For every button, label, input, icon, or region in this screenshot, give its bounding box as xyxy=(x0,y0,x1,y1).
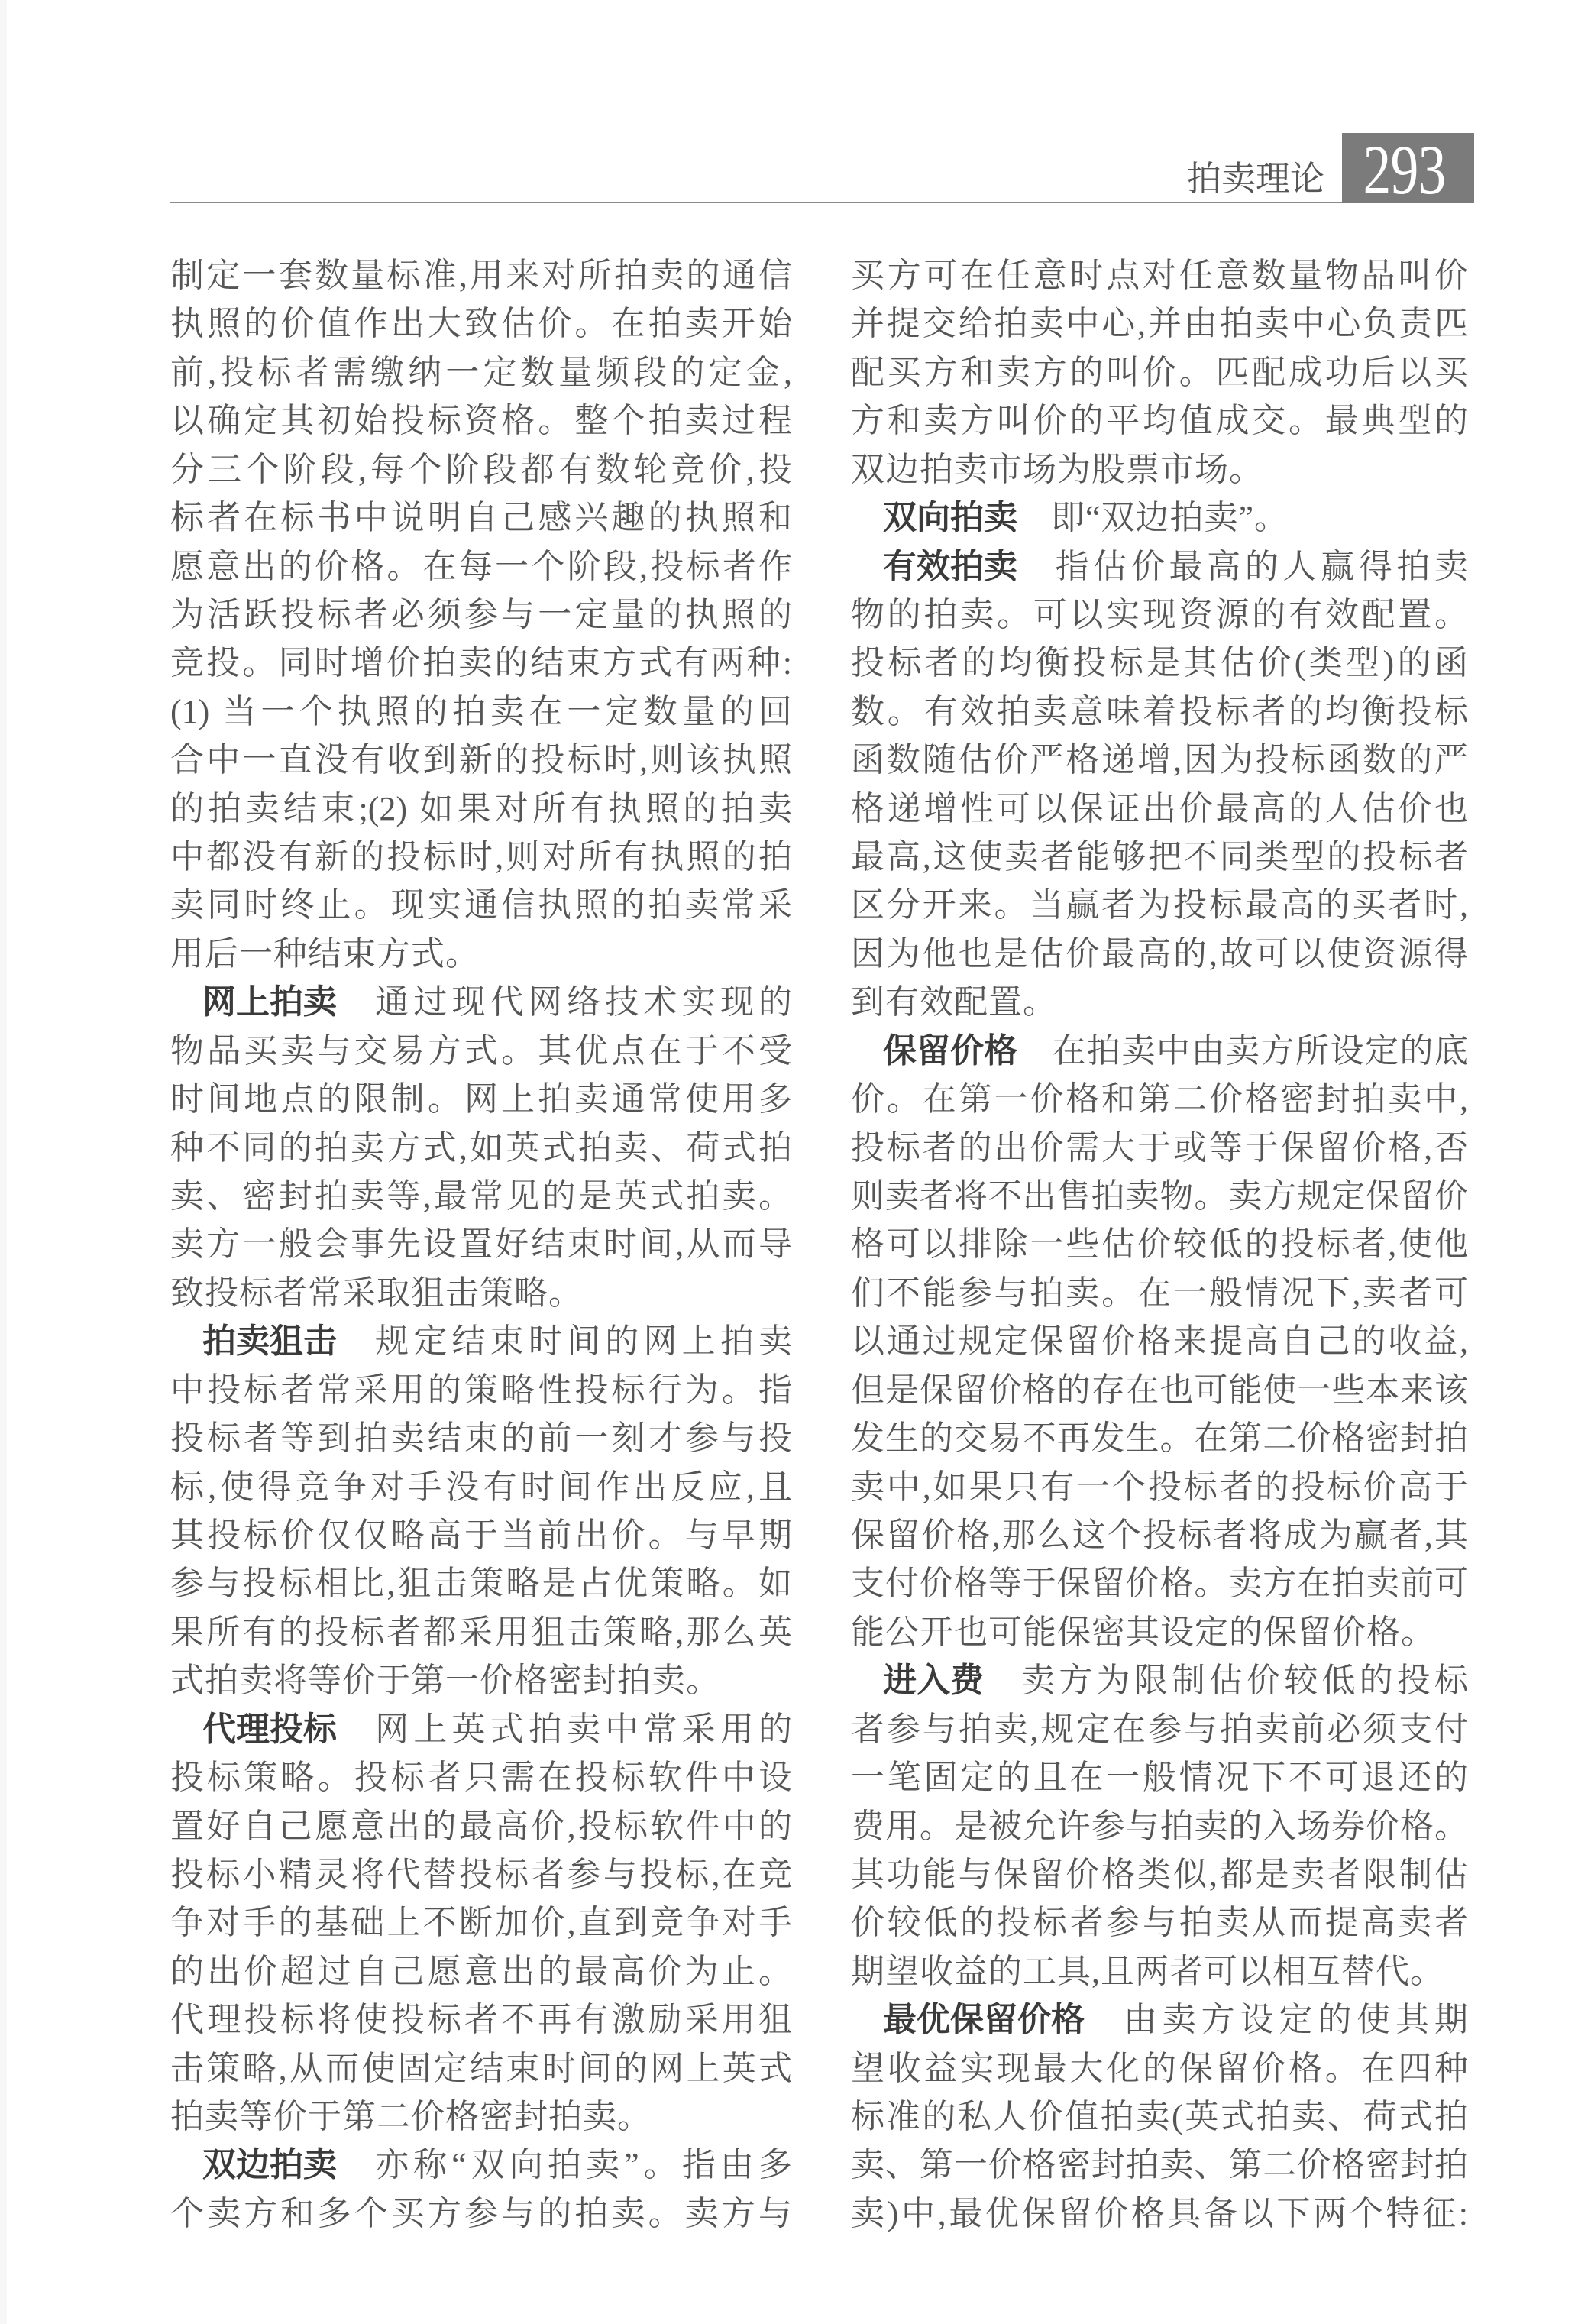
text-line: 卖中,如果只有一个投标者的投标价高于 xyxy=(851,1468,1468,1506)
text-line: 物品买卖与交易方式。其优点在于不受 xyxy=(170,1031,792,1070)
text-line: 置好自己愿意出的最高价,投标软件中的 xyxy=(170,1807,792,1845)
text-line: 个卖方和多个买方参与的拍卖。卖方与 xyxy=(170,2194,792,2232)
text-line: 的出价超过自己愿意出的最高价为止。 xyxy=(170,1952,792,1990)
text-line: 配买方和卖方的叫价。匹配成功后以买 xyxy=(851,353,1468,391)
text-line: 支付价格等于保留价格。卖方在拍卖前可 xyxy=(851,1565,1468,1603)
text-line: 卖、第一价格密封拍卖、第二价格密封拍 xyxy=(851,2146,1468,2184)
text-line: 的拍卖结束;(2) 如果对所有执照的拍卖 xyxy=(170,789,792,827)
entry-line-optimal-reserve-price xyxy=(851,1995,1468,2044)
text-line: 望收益实现最大化的保留价格。在四种 xyxy=(851,2049,1468,2087)
text-line: 代理投标将使投标者不再有激励采用狙 xyxy=(170,2001,792,2039)
text-line: 为活跃投标者必须参与一定量的执照的 xyxy=(170,595,792,633)
text-line: 果所有的投标者都采用狙击策略,那么英 xyxy=(170,1613,792,1651)
text-line: 中投标者常采用的策略性投标行为。指 xyxy=(170,1371,792,1409)
text-line: 标者在标书中说明自己感兴趣的执照和 xyxy=(170,499,792,537)
text-line: 卖同时终止。现实通信执照的拍卖常采 xyxy=(170,886,792,924)
paragraph-end-line: 致投标者常采取狙击策略。 xyxy=(170,1274,583,1312)
text-line: 竞投。同时增价拍卖的结束方式有两种: xyxy=(170,644,792,682)
text-line: 投标策略。投标者只需在投标软件中设 xyxy=(170,1759,792,1797)
paragraph-end-line: 到有效配置。 xyxy=(851,983,1057,1021)
page-number: 293 xyxy=(1363,133,1446,203)
text-line: 执照的价值作出大致估价。在拍卖开始 xyxy=(170,305,792,343)
entry-term: 最优保留价格 xyxy=(883,2000,1085,2040)
text-line: 格可以排除一些估价较低的投标者,使他 xyxy=(851,1225,1468,1264)
scan-edge-shadow xyxy=(0,0,7,2324)
text-line: 以通过规定保留价格来提高自己的收益, xyxy=(851,1322,1468,1361)
text-line: 函数随估价严格递增,因为投标函数的严 xyxy=(851,741,1468,779)
text-line: 中都没有新的投标时,则对所有执照的拍 xyxy=(170,838,792,876)
page-number-box xyxy=(1342,133,1474,203)
header-rule xyxy=(170,202,1342,203)
text-line: 数。有效拍卖意味着投标者的均衡投标 xyxy=(851,692,1468,730)
text-line: 费用。是被允许参与拍卖的入场券价格。 xyxy=(851,1807,1468,1845)
text-line: 投标者等到拍卖结束的前一刻才参与投 xyxy=(170,1419,792,1458)
text-line: 其功能与保留价格类似,都是卖者限制估 xyxy=(851,1855,1468,1893)
text-line: 一笔固定的且在一般情况下不可退还的 xyxy=(851,1759,1468,1797)
entry-line-auction-sniping xyxy=(170,1317,792,1365)
text-line: 合中一直没有收到新的投标时,则该执照 xyxy=(170,741,792,779)
text-line: 标准的私人价值拍卖(英式拍卖、荷式拍 xyxy=(851,2098,1468,2136)
text-line: 价。在第一价格和第二价格密封拍卖中, xyxy=(851,1080,1468,1118)
entry-term: 双边拍卖 xyxy=(202,2145,337,2185)
entry-line-entry-fee xyxy=(851,1656,1468,1704)
text-line: 前,投标者需缴纳一定数量频段的定金, xyxy=(170,353,792,391)
text-line: 其投标价仅仅略高于当前出价。与早期 xyxy=(170,1516,792,1554)
paragraph-end-line: 期望收益的工具,且两者可以相互替代。 xyxy=(851,1952,1444,1990)
text-line: 卖)中,最优保留价格具备以下两个特征: xyxy=(851,2194,1468,2232)
text-line: 买方可在任意时点对任意数量物品叫价 xyxy=(851,257,1468,294)
entry-line-two-way-auction xyxy=(851,494,1468,542)
paragraph-end-line: 式拍卖将等价于第一价格密封拍卖。 xyxy=(170,1662,720,1700)
entry-definition: 指估价最高的人赢得拍卖 xyxy=(1051,547,1468,585)
entry-definition: 亦称“双向拍卖”。指由多 xyxy=(370,2146,792,2184)
text-line: 投标者的均衡投标是其估价(类型)的函 xyxy=(851,644,1468,682)
entry-definition: 即“双边拍卖”。 xyxy=(1051,499,1289,537)
text-line: 愿意出的价格。在每一个阶段,投标者作 xyxy=(170,547,792,585)
text-line: 则卖者将不出售拍卖物。卖方规定保留价 xyxy=(851,1177,1468,1215)
entry-term: 双向拍卖 xyxy=(883,498,1017,538)
entry-line-double-auction xyxy=(170,2141,792,2189)
entry-term: 保留价格 xyxy=(883,1031,1017,1070)
text-line: 最高,这使卖者能够把不同类型的投标者 xyxy=(851,838,1468,876)
text-line: 争对手的基础上不断加价,直到竞争对手 xyxy=(170,1904,792,1942)
text-line: 价较低的投标者参与拍卖从而提高卖者 xyxy=(851,1904,1468,1942)
text-line: 但是保留价格的存在也可能使一些本来该 xyxy=(851,1371,1468,1409)
entry-term: 拍卖狙击 xyxy=(202,1322,337,1361)
left-column xyxy=(170,251,792,2238)
paragraph-end-line: 能公开也可能保密其设定的保留价格。 xyxy=(851,1613,1435,1651)
text-line: 因为他也是估价最高的,故可以使资源得 xyxy=(851,934,1468,973)
entry-term: 有效拍卖 xyxy=(883,546,1017,586)
text-line: 分三个阶段,每个阶段都有数轮竞价,投 xyxy=(170,450,792,488)
right-column xyxy=(851,251,1468,2238)
text-line: (1) 当一个执照的拍卖在一定数量的回 xyxy=(170,692,792,730)
text-line: 发生的交易不再发生。在第二价格密封拍 xyxy=(851,1419,1468,1458)
paragraph-end-line: 拍卖等价于第二价格密封拍卖。 xyxy=(170,2098,652,2136)
text-line: 标,使得竞争对手没有时间作出反应,且 xyxy=(170,1468,792,1506)
paragraph-end-line: 双边拍卖市场为股票市场。 xyxy=(851,450,1263,488)
text-line: 投标者的出价需大于或等于保留价格,否 xyxy=(851,1128,1468,1167)
entry-definition: 在拍卖中由卖方所设定的底 xyxy=(1051,1031,1468,1070)
text-line: 以确定其初始投标资格。整个拍卖过程 xyxy=(170,402,792,440)
text-line: 时间地点的限制。网上拍卖通常使用多 xyxy=(170,1080,792,1118)
text-line: 卖、密封拍卖等,最常见的是英式拍卖。 xyxy=(170,1177,792,1215)
text-line: 区分开来。当赢者为投标最高的买者时, xyxy=(851,886,1468,924)
text-line: 击策略,从而使固定结束时间的网上英式 xyxy=(170,2049,792,2087)
text-line: 者参与拍卖,规定在参与拍卖前必须支付 xyxy=(851,1710,1468,1748)
paragraph-end-line: 用后一种结束方式。 xyxy=(170,934,480,973)
text-line: 物的拍卖。可以实现资源的有效配置。 xyxy=(851,595,1468,633)
entry-term: 网上拍卖 xyxy=(202,982,337,1022)
entry-definition: 网上英式拍卖中常采用的 xyxy=(370,1710,792,1748)
text-line: 制定一套数量标准,用来对所拍卖的通信 xyxy=(170,257,792,294)
text-line: 并提交给拍卖中心,并由拍卖中心负责匹 xyxy=(851,305,1468,343)
section-title: 拍卖理论 xyxy=(1186,160,1324,198)
text-line: 投标小精灵将代替投标者参与投标,在竞 xyxy=(170,1855,792,1893)
entry-definition: 由卖方设定的使其期 xyxy=(1118,2001,1468,2039)
text-line: 们不能参与拍卖。在一般情况下,卖者可 xyxy=(851,1274,1468,1312)
text-line: 保留价格,那么这个投标者将成为赢者,其 xyxy=(851,1516,1468,1554)
text-line: 方和卖方叫价的平均值成交。最典型的 xyxy=(851,402,1468,440)
entry-definition: 卖方为限制估价较低的投标 xyxy=(1017,1662,1468,1700)
entry-definition: 规定结束时间的网上拍卖 xyxy=(370,1322,792,1361)
entry-term: 代理投标 xyxy=(202,1709,337,1749)
entry-line-proxy-bidding xyxy=(170,1705,792,1753)
entry-line-reserve-price xyxy=(851,1027,1468,1075)
entry-term: 进入费 xyxy=(883,1661,984,1701)
entry-line-online-auction xyxy=(170,978,792,1026)
entry-line-efficient-auction xyxy=(851,542,1468,591)
entry-definition: 通过现代网络技术实现的 xyxy=(370,983,792,1021)
text-line: 卖方一般会事先设置好结束时间,从而导 xyxy=(170,1225,792,1264)
text-line: 种不同的拍卖方式,如英式拍卖、荷式拍 xyxy=(170,1128,792,1167)
text-line: 参与投标相比,狙击策略是占优策略。如 xyxy=(170,1565,792,1603)
text-line: 格递增性可以保证出价最高的人估价也 xyxy=(851,789,1468,827)
